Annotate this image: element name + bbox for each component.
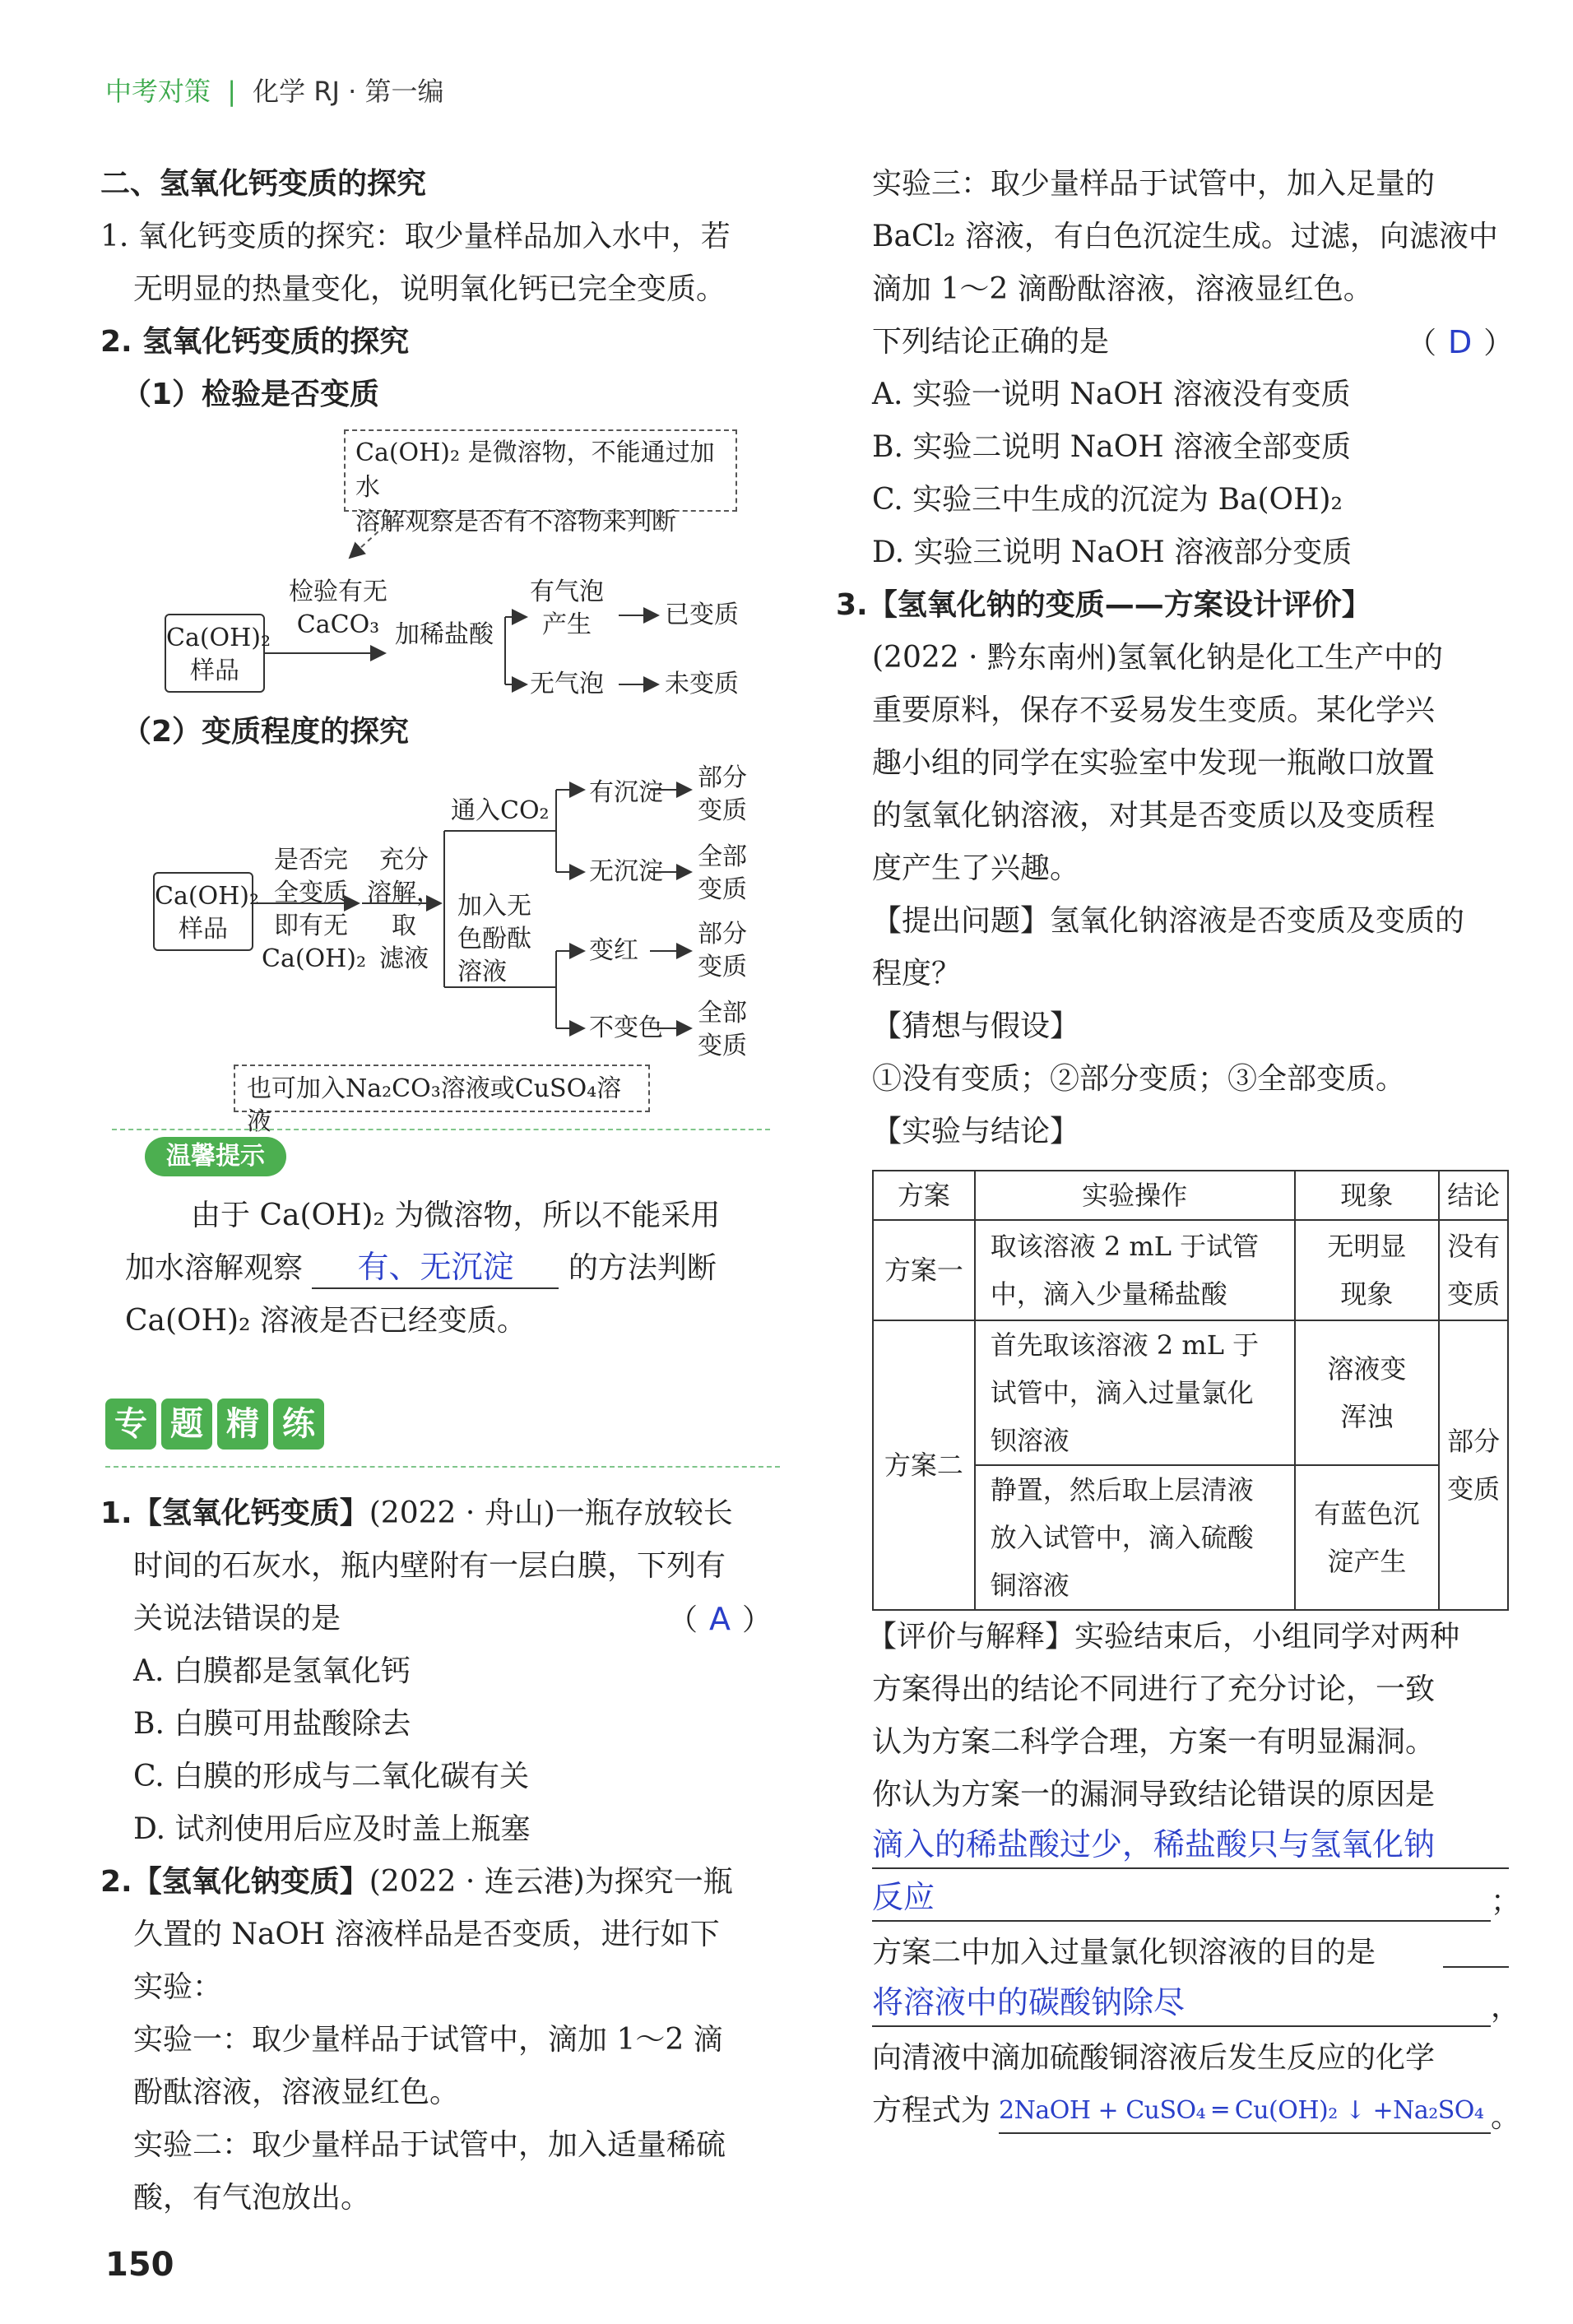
tip-line3: Ca(OH)₂ 溶液是否已经变质。 bbox=[125, 1304, 527, 1338]
q1-option-a: A. 白膜都是氢氧化钙 bbox=[133, 1654, 411, 1688]
q2-line3: 实验： bbox=[133, 1970, 223, 2004]
q3-tag: 【氢氧化钠的变质——方案设计评价】 bbox=[867, 588, 1371, 622]
q3-semicolon: ； bbox=[1491, 1885, 1521, 1918]
d1-sample-line2: 样品 bbox=[190, 656, 239, 685]
q3-plan-table bbox=[872, 1170, 1509, 1611]
d2-step-line4: 滤液 bbox=[379, 944, 429, 973]
q3-line2: 重要原料，保存不妥易发生变质。某化学兴 bbox=[872, 693, 1436, 727]
q2-tag: 【氢氧化钠变质】 bbox=[132, 1865, 369, 1899]
q3-answer3: 2NaOH + CuSO₄ ═ Cu(OH)₂ ↓ +Na₂SO₄ bbox=[999, 2090, 1491, 2134]
d2-red: 变红 bbox=[589, 936, 638, 965]
p1-line1: 1. 氧化钙变质的探究：取少量样品加入水中，若 bbox=[100, 220, 731, 253]
q2-exp3-line1: 实验三：取少量样品于试管中，加入足量的 bbox=[872, 167, 1436, 201]
q3-period: 。 bbox=[1491, 2100, 1521, 2134]
q1-tag: 【氢氧化钙变质】 bbox=[132, 1496, 369, 1530]
practice-divider bbox=[105, 1466, 780, 1468]
p2-heading: 2. 氢氧化钙变质的探究 bbox=[100, 325, 410, 359]
q3-hypothesis: ①没有变质；②部分变质；③全部变质。 bbox=[872, 1062, 1406, 1096]
q2-answer-bracket: （ D ） bbox=[1407, 324, 1514, 360]
q2-exp1-line1: 实验一：取少量样品于试管中，滴加 1～2 滴 bbox=[133, 2023, 723, 2057]
practice-title bbox=[105, 1399, 324, 1450]
header-subject: 化学 RJ · 第一编 bbox=[253, 76, 444, 107]
table-row: 方案一 取该溶液 2 mL 于试管 中，滴入少量稀盐酸 无明显 现象 没有 变质 bbox=[873, 1220, 1508, 1320]
practice-title-char: 练 bbox=[273, 1399, 324, 1450]
q1-line3: 关说法错误的是 bbox=[133, 1602, 341, 1635]
th-conclusion: 结论 bbox=[1439, 1171, 1508, 1220]
d2-no-ppt: 无沉淀 bbox=[589, 857, 663, 886]
d2-cond-line3: 即有无 bbox=[274, 912, 348, 940]
q3-equation-line2: 方程式为 bbox=[872, 2094, 991, 2127]
q1-answer-bracket: （ A ） bbox=[668, 1601, 773, 1637]
page-number: 150 bbox=[105, 2246, 174, 2284]
q1-line2: 时间的石灰水，瓶内壁附有一层白膜，下列有 bbox=[133, 1549, 726, 1583]
q2-option-a: A. 实验一说明 NaOH 溶液没有变质 bbox=[872, 378, 1351, 411]
header-series: 中考对策 bbox=[105, 76, 211, 107]
th-operation: 实验操作 bbox=[975, 1171, 1295, 1220]
q1-option-b: B. 白膜可用盐酸除去 bbox=[133, 1707, 411, 1741]
q3-answer2: 将溶液中的碳酸钠除尽 bbox=[872, 1979, 1491, 2027]
section-title: 二、氢氧化钙变质的探究 bbox=[100, 167, 427, 201]
q3-answer1-line1: 滴入的稀盐酸过少，稀盐酸只与氢氧化钠 bbox=[872, 1821, 1509, 1869]
d2-sample-line2: 样品 bbox=[179, 915, 228, 944]
q3-line1: (2022 · 黔东南州)氢氧化钠是化工生产中的 bbox=[872, 641, 1444, 675]
d2-phen-line3: 溶液 bbox=[457, 958, 507, 986]
sub1-heading: （1）检验是否变质 bbox=[122, 378, 380, 411]
d2-step-line3: 取 bbox=[392, 912, 416, 940]
q2-exp3-line2: BaCl₂ 溶液，有白色沉淀生成。过滤，向滤液中 bbox=[872, 220, 1498, 253]
d1-result-unchanged: 未变质 bbox=[665, 670, 739, 698]
tip-line1: 由于 Ca(OH)₂ 为微溶物，所以不能采用 bbox=[191, 1199, 721, 1232]
practice-title-char: 题 bbox=[161, 1399, 212, 1450]
th-phenomenon: 现象 bbox=[1295, 1171, 1440, 1220]
q3-equation-line1: 向清液中滴加硫酸铜溶液后发生反应的化学 bbox=[872, 2041, 1436, 2075]
d2-step-line1: 充分 bbox=[379, 846, 429, 874]
d2-ppt: 有沉淀 bbox=[589, 778, 663, 807]
q3-purpose: 方案二中加入过量氯化钡溶液的目的是 bbox=[872, 1936, 1376, 1969]
q3-eval-line2: 方案得出的结论不同进行了充分讨论，一致 bbox=[872, 1672, 1436, 1706]
q2-option-d: D. 实验三说明 NaOH 溶液部分变质 bbox=[872, 536, 1353, 569]
d1-result-changed: 已变质 bbox=[665, 601, 739, 629]
d1-note-line1: Ca(OH)₂ 是微溶物，不能通过加水 bbox=[355, 438, 715, 502]
q2-option-c: C. 实验三中生成的沉淀为 Ba(OH)₂ bbox=[872, 483, 1343, 517]
d2-result-1: 部分 变质 bbox=[698, 763, 747, 825]
q2-exp1-line2: 酚酞溶液，溶液显红色。 bbox=[133, 2076, 460, 2109]
q2-answer: D bbox=[1448, 324, 1473, 360]
q3-question-line1: 【提出问题】氢氧化钠溶液是否变质及变质的 bbox=[872, 904, 1465, 938]
d1-bubble-line1: 有气泡 bbox=[530, 578, 604, 606]
th-plan: 方案 bbox=[873, 1171, 975, 1220]
q3-experiment-title: 【实验与结论】 bbox=[872, 1115, 1080, 1148]
d1-sample-line1: Ca(OH)₂ bbox=[166, 624, 271, 652]
q3-answer1-line2: 反应 bbox=[872, 1874, 1491, 1922]
q2-option-b: B. 实验二说明 NaOH 溶液全部变质 bbox=[872, 430, 1352, 464]
q3-line3: 趣小组的同学在实验室中发现一瓶敞口放置 bbox=[872, 746, 1436, 780]
p1-line2: 无明显的热量变化，说明氧化钙已完全变质。 bbox=[133, 272, 726, 306]
q2-exp2-line1: 实验二：取少量样品于试管中，加入适量稀硫 bbox=[133, 2128, 726, 2162]
d1-bubble-line2: 产生 bbox=[542, 610, 592, 639]
d2-result-2: 全部 变质 bbox=[698, 842, 747, 904]
practice-title-char: 精 bbox=[217, 1399, 268, 1450]
d2-phen-line2: 色酚酞 bbox=[457, 925, 531, 953]
q3-eval-line3: 认为方案二科学合理，方案一有明显漏洞。 bbox=[872, 1725, 1436, 1759]
tip-line2: 加水溶解观察 有、无沉淀 的方法判断 bbox=[125, 1242, 767, 1295]
header-separator: | bbox=[227, 76, 236, 107]
sub2-heading: （2）变质程度的探究 bbox=[122, 715, 410, 749]
d1-note-line2: 溶解观察是否有不溶物来判断 bbox=[355, 508, 676, 536]
q1-option-d: D. 试剂使用后应及时盖上瓶塞 bbox=[133, 1812, 531, 1846]
d2-cond-line1: 是否完 bbox=[274, 846, 348, 874]
d1-no-bubble-label: 无气泡 bbox=[530, 670, 604, 698]
d2-co2-label: 通入CO₂ bbox=[451, 796, 550, 825]
q1-answer: A bbox=[709, 1601, 731, 1637]
d2-cond-line4: Ca(OH)₂ bbox=[262, 944, 367, 973]
table-row: 方案二 首先取该溶液 2 mL 于 试管中，滴入过量氯化 钡溶液 溶液变 浑浊 部分 变质 bbox=[873, 1320, 1508, 1465]
q2-exp2-line2: 酸，有气泡放出。 bbox=[133, 2181, 371, 2215]
q3-line4: 的氢氧化钠溶液，对其是否变质以及变质程 bbox=[872, 799, 1436, 833]
d1-check-line1: 检验有无 bbox=[289, 578, 387, 606]
d2-step-line2: 溶解， bbox=[367, 879, 441, 907]
q2-line2: 久置的 NaOH 溶液样品是否变质，进行如下 bbox=[133, 1918, 720, 1951]
d2-phen-line1: 加入无 bbox=[457, 892, 531, 921]
d1-check-line2: CaCO₃ bbox=[296, 610, 380, 639]
d2-result-4: 全部 变质 bbox=[698, 999, 747, 1060]
q2-ask: 下列结论正确的是 bbox=[872, 325, 1110, 359]
q1-line1: 1.【氢氧化钙变质】(2022 · 舟山)一瓶存放较长 bbox=[100, 1496, 733, 1530]
q3-comma: ， bbox=[1491, 1990, 1521, 2024]
q3-line5: 度产生了兴趣。 bbox=[872, 851, 1080, 885]
d1-acid-label: 加稀盐酸 bbox=[395, 620, 494, 649]
q3-eval-line4: 你认为方案一的漏洞导致结论错误的原因是 bbox=[872, 1778, 1436, 1811]
q2-line1: 2.【氢氧化钠变质】(2022 · 连云港)为探究一瓶 bbox=[100, 1865, 733, 1899]
q3-eval-line1: 【评价与解释】实验结束后，小组同学对两种 bbox=[867, 1620, 1460, 1654]
d2-result-3: 部分 变质 bbox=[698, 920, 747, 981]
tip-label: 温馨提示 bbox=[145, 1137, 286, 1176]
table-row: 静置，然后取上层清液 放入试管中，滴入硫酸 铜溶液 有蓝色沉 淀产生 bbox=[873, 1465, 1508, 1610]
q3-heading: 3.【氢氧化钠的变质——方案设计评价】 bbox=[836, 588, 1371, 622]
d2-cond-line2: 全变质 bbox=[274, 879, 348, 907]
tip-answer: 有、无沉淀 bbox=[312, 1246, 559, 1289]
q3-purpose-blank bbox=[1443, 1966, 1509, 1968]
practice-title-char: 专 bbox=[105, 1399, 156, 1450]
d2-note-box: 也可加入Na₂CO₃溶液或CuSO₄溶液 bbox=[234, 1065, 650, 1112]
d2-sample-line1: Ca(OH)₂ bbox=[155, 882, 260, 911]
d2-no-change: 不变色 bbox=[589, 1014, 663, 1042]
q3-question-line2: 程度？ bbox=[872, 957, 962, 990]
d2-arrows bbox=[0, 0, 823, 1152]
q2-exp3-line3: 滴加 1～2 滴酚酞溶液，溶液显红色。 bbox=[872, 272, 1373, 306]
q3-hypothesis-title: 【猜想与假设】 bbox=[872, 1009, 1080, 1043]
q1-option-c: C. 白膜的形成与二氧化碳有关 bbox=[133, 1760, 530, 1793]
